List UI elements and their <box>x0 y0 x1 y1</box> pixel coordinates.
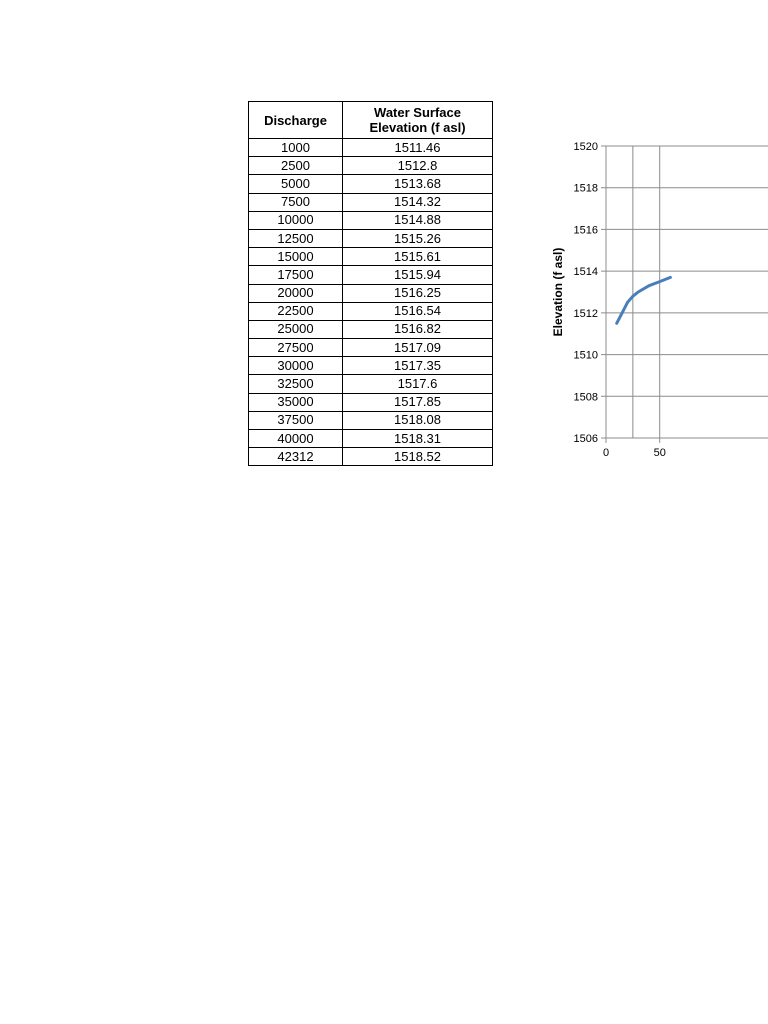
elevation-cell: 1517.35 <box>343 357 493 375</box>
discharge-cell: 5000 <box>249 175 343 193</box>
elevation-cell: 1517.6 <box>343 375 493 393</box>
elevation-cell: 1513.68 <box>343 175 493 193</box>
elevation-cell: 1511.46 <box>343 139 493 157</box>
table-row <box>249 411 493 429</box>
y-tick-label: 1508 <box>573 391 598 404</box>
elevation-cell: 1514.32 <box>343 193 493 211</box>
discharge-cell: 22500 <box>249 302 343 320</box>
discharge-cell: 12500 <box>249 229 343 247</box>
discharge-cell: 27500 <box>249 339 343 357</box>
discharge-cell: 32500 <box>249 375 343 393</box>
rating-curve-chart <box>540 128 768 468</box>
table-row <box>249 357 493 375</box>
table-row <box>249 229 493 247</box>
y-tick-label: 1506 <box>573 433 598 445</box>
table-row <box>249 320 493 338</box>
elevation-cell: 1514.88 <box>343 211 493 229</box>
table-row <box>249 175 493 193</box>
x-tick-label: 50 <box>653 447 666 459</box>
discharge-cell: 30000 <box>249 357 343 375</box>
elevation-cell: 1515.61 <box>343 248 493 266</box>
discharge-cell: 7500 <box>249 193 343 211</box>
table-row <box>249 284 493 302</box>
discharge-cell: 35000 <box>249 393 343 411</box>
discharge-cell: 17500 <box>249 266 343 284</box>
y-tick-label: 1518 <box>573 182 598 195</box>
table-row <box>249 448 493 466</box>
y-tick-label: 1514 <box>573 266 598 279</box>
y-tick-label: 1520 <box>573 141 598 153</box>
discharge-cell: 10000 <box>249 211 343 229</box>
elevation-cell: 1518.31 <box>343 430 493 448</box>
elevation-cell: 1515.94 <box>343 266 493 284</box>
table-row <box>249 248 493 266</box>
table-header-row <box>249 102 493 139</box>
table-row <box>249 430 493 448</box>
header-discharge: Discharge <box>249 102 343 139</box>
header-elevation-line1: Water Surface <box>374 105 461 120</box>
discharge-cell: 37500 <box>249 411 343 429</box>
header-elevation <box>343 102 493 139</box>
discharge-cell: 40000 <box>249 430 343 448</box>
table-row <box>249 393 493 411</box>
table-row <box>249 211 493 229</box>
table-row <box>249 375 493 393</box>
table-row <box>249 193 493 211</box>
discharge-cell: 20000 <box>249 284 343 302</box>
table-row <box>249 266 493 284</box>
header-elevation-line2: Elevation (f asl) <box>369 120 466 135</box>
discharge-cell: 25000 <box>249 320 343 338</box>
elevation-cell: 1518.08 <box>343 411 493 429</box>
discharge-cell: 2500 <box>249 157 343 175</box>
elevation-cell: 1516.54 <box>343 302 493 320</box>
table-row <box>249 139 493 157</box>
table-body <box>249 139 493 466</box>
y-tick-label: 1510 <box>573 349 598 362</box>
x-tick-label: 0 <box>602 447 610 459</box>
y-tick-label: 1512 <box>573 307 598 320</box>
series-line <box>617 277 671 323</box>
y-tick-label: 1516 <box>573 224 598 237</box>
elevation-cell: 1517.09 <box>343 339 493 357</box>
discharge-cell: 42312 <box>249 448 343 466</box>
elevation-cell: 1517.85 <box>343 393 493 411</box>
y-axis-label: Elevation (f asl) <box>551 247 565 337</box>
rating-table <box>248 101 493 466</box>
elevation-cell: 1516.82 <box>343 320 493 338</box>
elevation-cell: 1512.8 <box>343 157 493 175</box>
discharge-cell: 1000 <box>249 139 343 157</box>
discharge-cell: 15000 <box>249 248 343 266</box>
table-row <box>249 339 493 357</box>
elevation-cell: 1515.26 <box>343 229 493 247</box>
elevation-cell: 1516.25 <box>343 284 493 302</box>
table-row <box>249 302 493 320</box>
table-row <box>249 157 493 175</box>
elevation-cell: 1518.52 <box>343 448 493 466</box>
